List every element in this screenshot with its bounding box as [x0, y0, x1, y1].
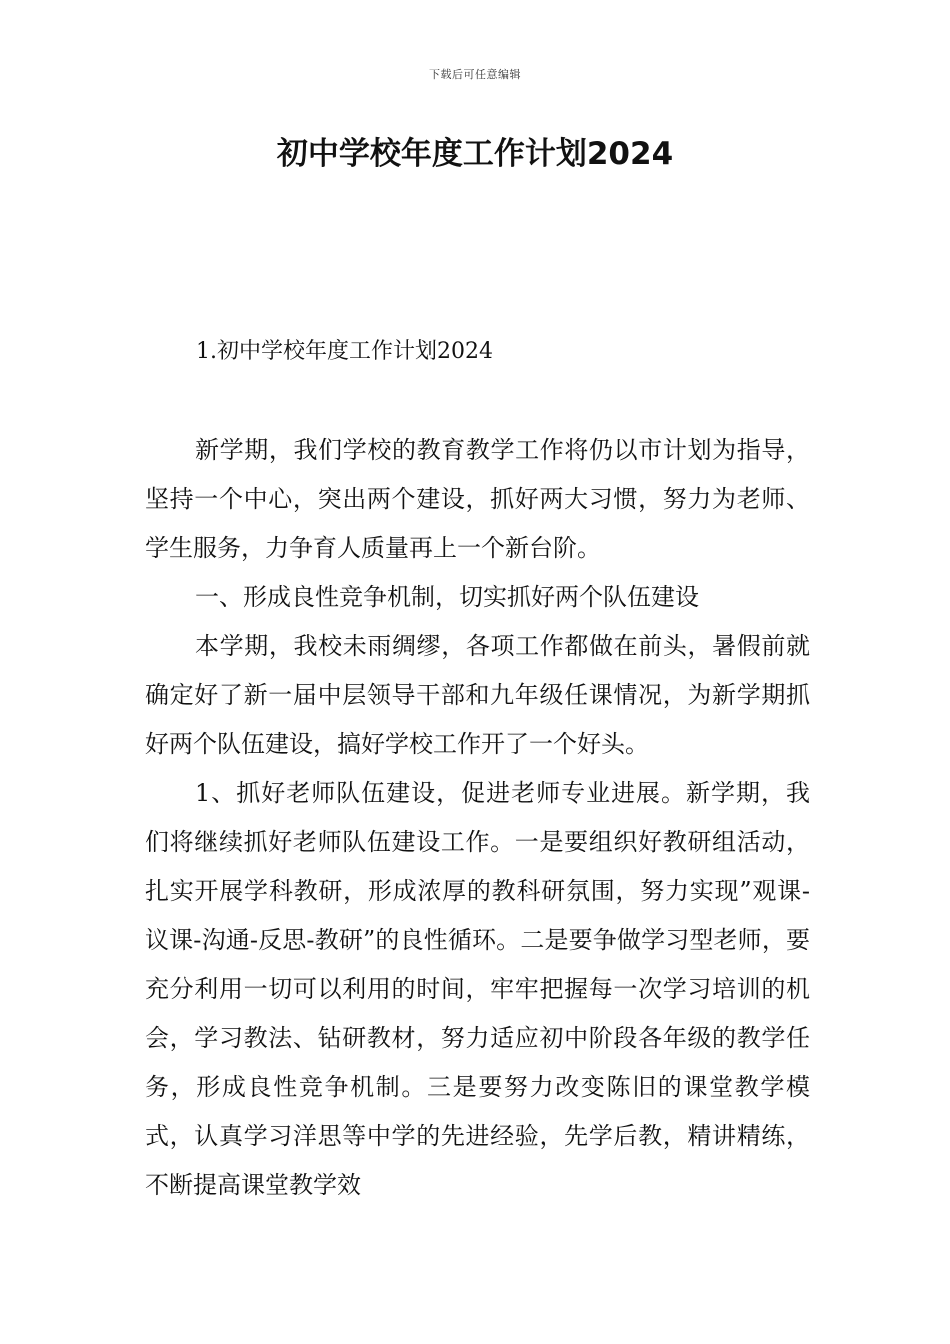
paragraph-teacher-team: 1、抓好老师队伍建设，促进老师专业进展。新学期，我们将继续抓好老师队伍建设工作。一是要组织好教研组活动，扎实开展学科教研，形成浓厚的教科研氛围，努力实现”观课-议课-沟通-反思-教研”的良性循环。二是要争做学习型老师，要充分利用一切可以利用的时间，牢牢把握每一次学习培训的机会，学习教法、钻研教材，努力适应初中阶段各年级的教学任务，形成良性竞争机制。三是要努力改变陈旧的课堂教学模式，认真学习洋思等中学的先进经验，先学后教，精讲精练，不断提高课堂教学效 [145, 779, 810, 1199]
document-title: 初中学校年度工作计划2024 [276, 136, 674, 172]
paragraph-heading-one: 一、形成良性竞争机制，切实抓好两个队伍建设 [195, 583, 699, 611]
paragraph-intro: 新学期，我们学校的教育教学工作将仍以市计划为指导，坚持一个中心，突出两个建设，抓好两大习惯，努力为老师、学生服务，力争育人质量再上一个新台阶。 [145, 436, 810, 562]
header-note: 下载后可任意编辑 [429, 68, 521, 81]
document-body [145, 426, 810, 1210]
section-heading: 1.初中学校年度工作计划2024 [196, 339, 493, 364]
paragraph-semester: 本学期，我校未雨绸缪，各项工作都做在前头，暑假前就确定好了新一届中层领导干部和九年级任课情况，为新学期抓好两个队伍建设，搞好学校工作开了一个好头。 [145, 632, 810, 758]
